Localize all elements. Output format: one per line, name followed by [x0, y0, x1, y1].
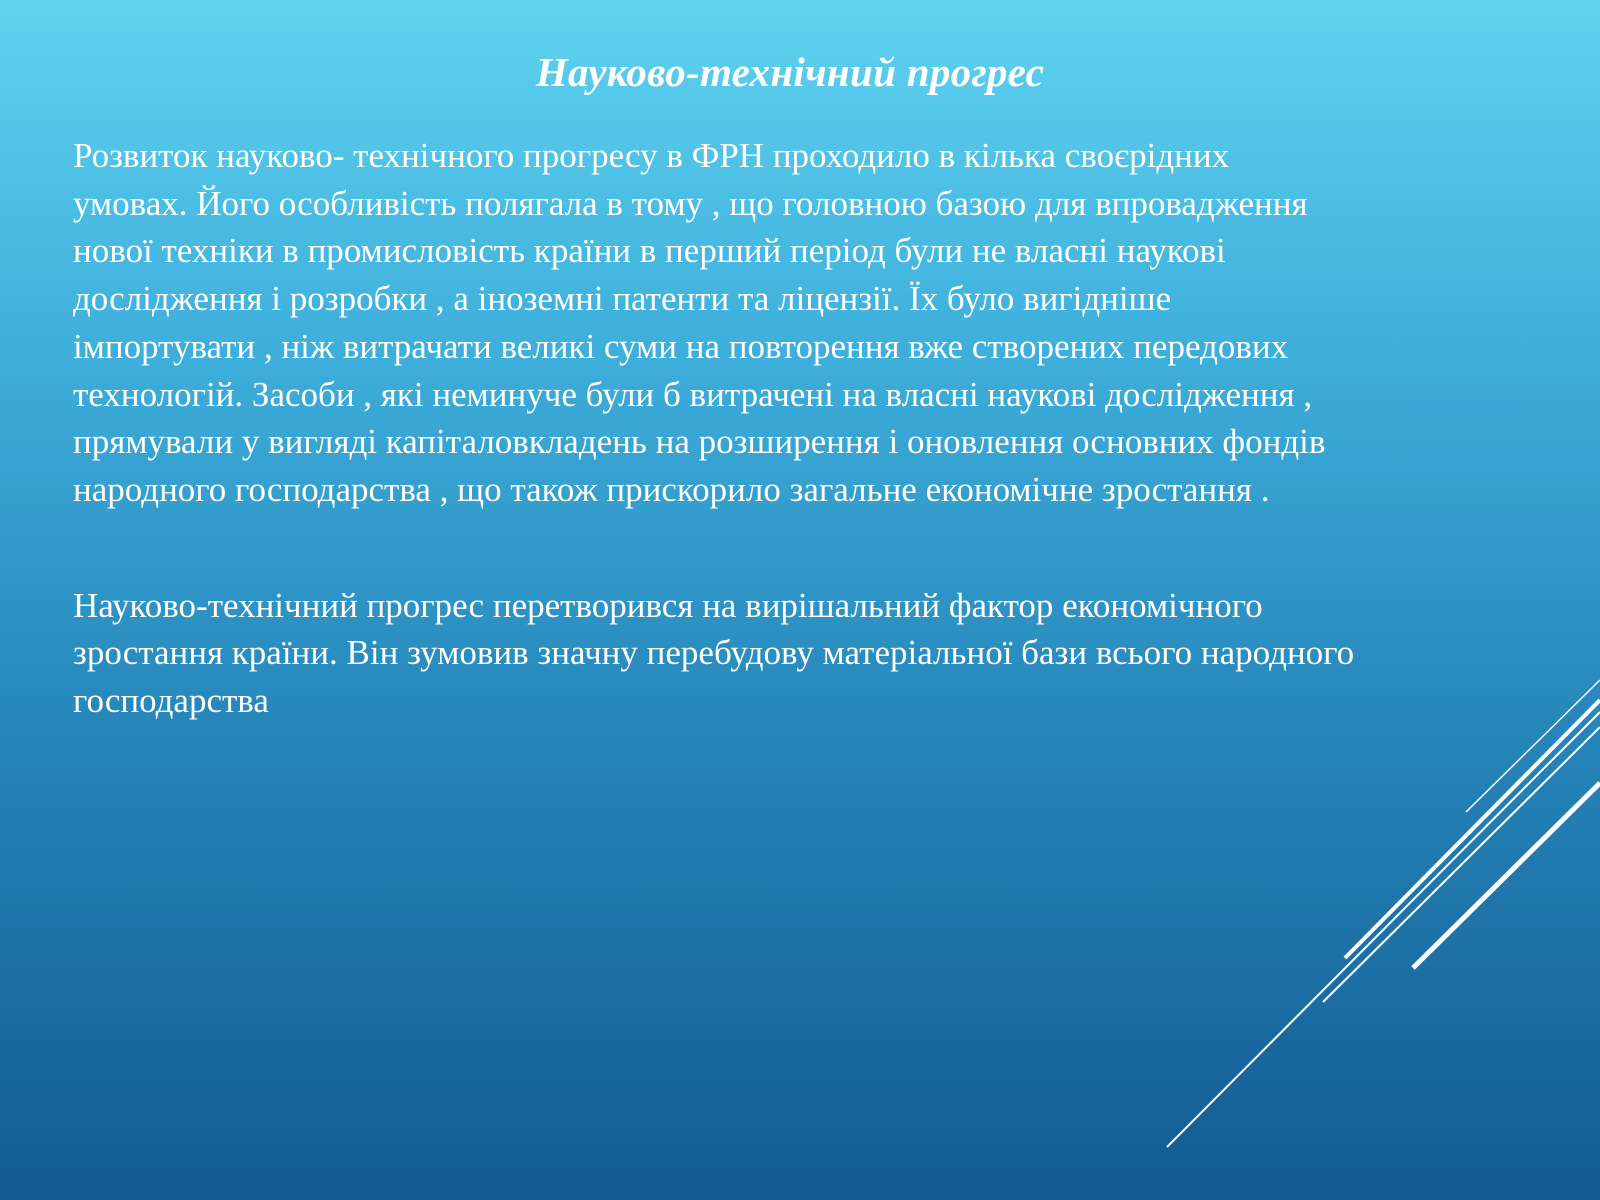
slide-body — [73, 132, 1543, 725]
diagonal-line — [1323, 727, 1600, 1002]
paragraph-1-line: технологій. Засоби , які неминуче були б витрачені на власні наукові дослідження , — [73, 374, 1313, 414]
paragraph-2-line: зростання країни. Він зумовив значну перебудову матеріальної бази всього народного — [73, 633, 1355, 673]
paragraph-1 — [73, 132, 1543, 514]
paragraph-2-line: Науково-технічний прогрес перетворився на вирішальний фактор економічного — [73, 585, 1263, 625]
paragraph-1-line: прямували у вигляді капіталовкладень на розширення і оновлення основних фондів — [73, 422, 1326, 462]
slide-title: Науково-технічний прогрес — [535, 49, 1045, 95]
paragraph-1-line: дослідження і розробки , а іноземні патенти та ліцензії. Їх було вигідніше — [73, 279, 1172, 319]
diagonal-line — [1413, 783, 1600, 968]
diagonal-line — [1345, 700, 1600, 958]
paragraph-2-line: господарства — [73, 681, 269, 721]
paragraph-spacer — [73, 514, 1543, 582]
paragraph-1-line: народного господарства , що також прискорило загальне економічне зростання . — [73, 469, 1270, 509]
paragraph-2 — [73, 582, 1543, 725]
paragraph-1-line: Розвиток науково- технічного прогресу в ФРН проходило в кілька своєрідних — [73, 136, 1230, 175]
diagonal-line — [1167, 712, 1600, 1147]
paragraph-1-line: нової техніки в промисловість країни в перший період були не власні наукові — [73, 231, 1226, 271]
paragraph-1-line: умовах. Його особливість полягала в тому , що головною базою для впровадження — [73, 183, 1308, 223]
paragraph-1-line: імпортувати , ніж витрачати великі суми на повторення вже створених передових — [73, 326, 1289, 366]
